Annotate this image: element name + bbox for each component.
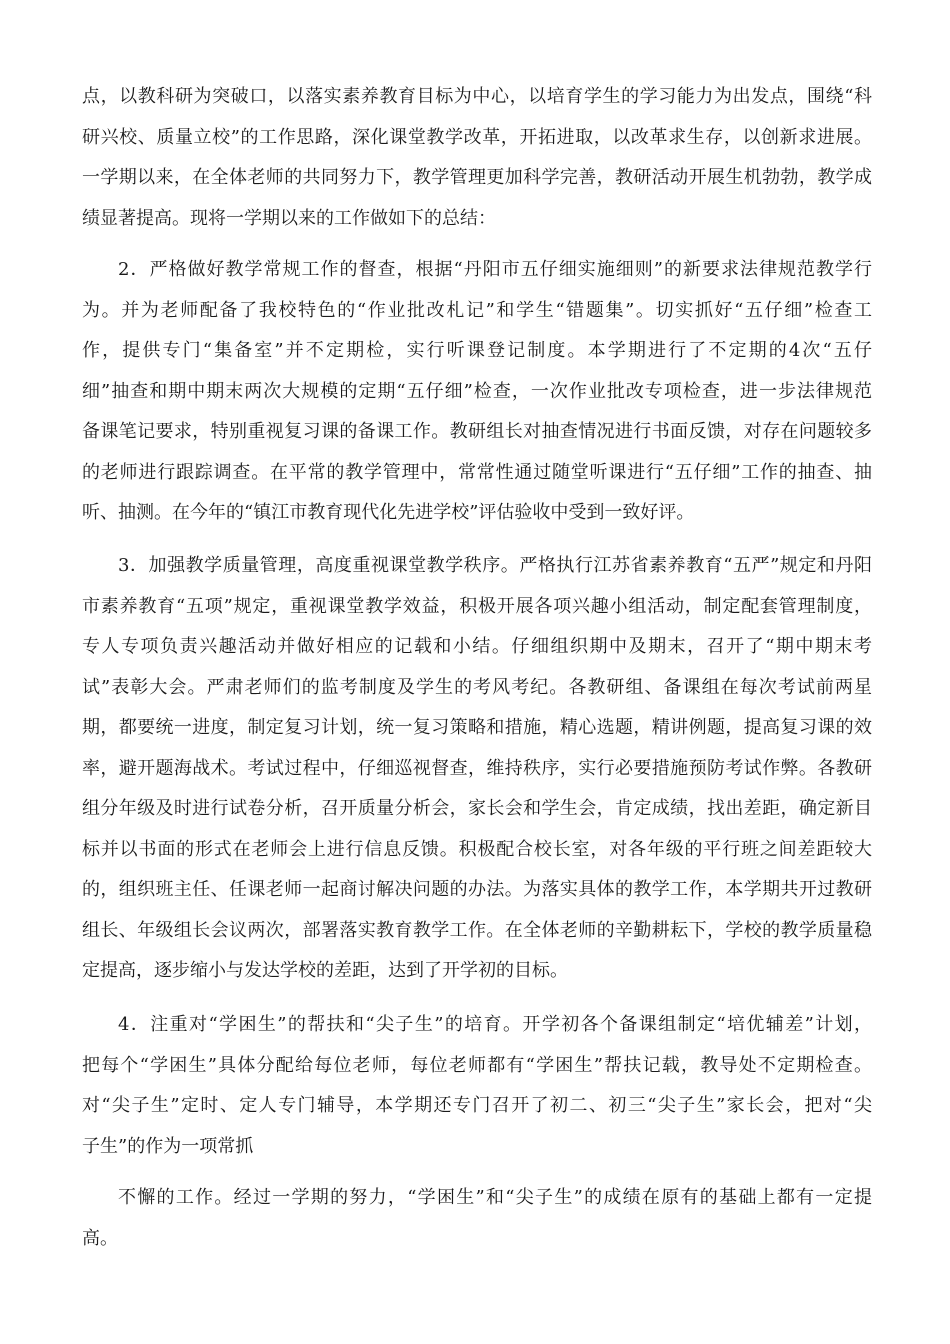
paragraph-item-3 (82, 546, 872, 992)
text-line: 不懈的工作。经过一学期的努力，“学困生”和“尖子生”的成绩在原有的基础上都有一定提 (118, 1187, 872, 1208)
text-line: 4．注重对“学困生”的帮扶和“尖子生”的培育。开学初各个备课组制定“培优辅差”计划， (118, 1014, 872, 1035)
text-line: 市素养教育“五项”规定，重视课堂教学效益，积极开展各项兴趣小组活动，制定配套管理制度， (82, 595, 872, 617)
text-line: 期，都要统一进度，制定复习计划，统一复习策略和措施，精心选题，精讲例题，提高复习课的效 (82, 717, 872, 738)
text-line: 研兴校、质量立校”的工作思路，深化课堂教学改革，开拓进取，以改革求生存，以创新求进展。 (82, 126, 872, 148)
text-line: 把每个“学困生”具体分配给每位老师，每位老师都有“学困生”帮扶记载，教导处不定期检查。 (82, 1054, 872, 1076)
text-line: 专人专项负责兴趣活动并做好相应的记载和小结。仔细组织期中及期末，召开了“期中期末考 (82, 636, 872, 657)
text-line: 3．加强教学质量管理，高度重视课堂教学秩序。严格执行江苏省素养教育“五严”规定和丹阳 (118, 555, 872, 576)
text-line: 点，以教科研为突破口，以落实素养教育目标为中心，以培育学生的学习能力为出发点，围绕“科 (82, 86, 872, 107)
text-line: 子生”的作为一项常抓 (82, 1135, 254, 1157)
text-line: 组分年级及时进行试卷分析，召开质量分析会，家长会和学生会，肯定成绩，找出差距，确定新目 (82, 798, 872, 819)
text-line: 一学期以来，在全体老师的共同努力下，教学管理更加科学完善，教研活动开展生机勃勃，教学成 (82, 167, 872, 188)
paragraph-item-2 (82, 250, 872, 534)
text-line: 备课笔记要求，特别重视复习课的备课工作。教研组长对抽查情况进行书面反馈，对存在问题较多 (82, 421, 872, 442)
text-line: 组长、年级组长会议两次，部署落实教育教学工作。在全体老师的辛勤耕耘下，学校的教学质量稳 (82, 919, 872, 941)
text-line: 听、抽测。在今年的“镇江市教育现代化先进学校”评估验收中受到一致好评。 (82, 502, 695, 523)
text-line: 作，提供专门“集备室”并不定期检，实行听课登记制度。本学期进行了不定期的4次“五仔 (82, 340, 872, 361)
paragraph-continuation (82, 1178, 872, 1259)
text-line: 细”抽查和期中期末两次大规模的定期“五仔细”检查，一次作业批改专项检查，进一步法律规范 (82, 380, 872, 402)
text-line: 为。并为老师配备了我校特色的“作业批改札记”和学生“错题集”。切实抓好“五仔细”检查工 (82, 299, 872, 321)
text-line: 2．严格做好教学常规工作的督查，根据“丹阳市五仔细实施细则”的新要求法律规范教学行 (118, 259, 872, 280)
paragraph-item-4 (82, 1005, 872, 1167)
text-line: 高。 (82, 1227, 118, 1249)
text-line: 的老师进行跟踪调查。在平常的教学管理中，常常性通过随堂听课进行“五仔细”工作的抽查、抽 (82, 461, 872, 483)
text-line: 定提高，逐步缩小与发达学校的差距，达到了开学初的目标。 (82, 960, 568, 981)
paragraph-intro (82, 77, 872, 239)
text-line: 对“尖子生”定时、定人专门辅导，本学期还专门召开了初二、初三“尖子生”家长会，把对“尖 (82, 1095, 872, 1116)
text-line: 标并以书面的形式在老师会上进行信息反馈。积极配合校长室，对各年级的平行班之间差距较大 (82, 838, 872, 860)
text-line: 绩显著提高。现将一学期以来的工作做如下的总结： (82, 207, 496, 229)
text-line: 的，组织班主任、任课老师一起商讨解决问题的办法。为落实具体的教学工作，本学期共开过教研 (82, 879, 872, 900)
text-line: 率，避开题海战术。考试过程中，仔细巡视督查，维持秩序，实行必要措施预防考试作弊。各教研 (82, 757, 872, 779)
text-line: 试”表彰大会。严肃老师们的监考制度及学生的考风考纪。各教研组、备课组在每次考试前两星 (82, 676, 872, 698)
